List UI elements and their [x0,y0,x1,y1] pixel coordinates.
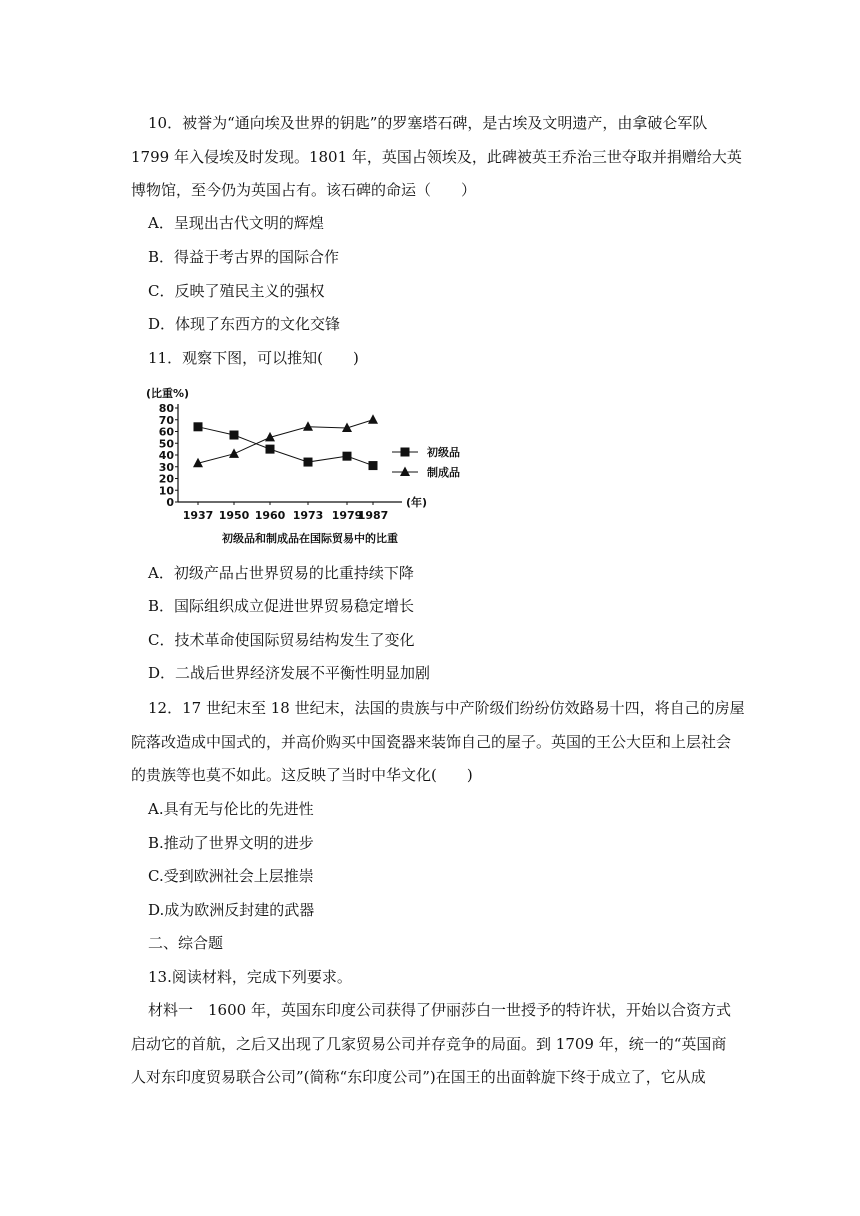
data-point-square [343,452,352,461]
data-point-square [194,422,203,431]
x-tick-label: 1987 [357,509,389,522]
data-point-square [230,431,239,440]
q10-option-d: D．体现了东西方的文化交锋 [148,315,341,333]
y-tick-label: 20 [158,472,174,486]
y-tick-label: 80 [158,402,174,415]
y-tick-label: 40 [158,449,174,462]
chart-svg [140,380,480,550]
legend-marker-triangle [400,467,410,477]
q13-material-line1: 材料一 1600 年，英国东印度公司获得了伊丽莎白一世授予的特许状，开始以合资方式 [148,1001,731,1019]
q10-line1: 10．被誉为“通向埃及世界的钥匙”的罗塞塔石碑，是古埃及文明遗产，由拿破仑军队 [148,114,708,132]
q12-option-a: A.具有无与伦比的先进性 [148,800,314,818]
q13-material-line2: 启动它的首航，之后又出现了几家贸易公司并存竞争的局面。到 1709 年，统一的“英国商 [131,1035,727,1053]
q12-line3: 的贵族等也莫不如此。这反映了当时中华文化( ) [131,766,473,784]
data-point-triangle [303,421,313,431]
q12-line1: 12．17 世纪末至 18 世纪末，法国的贵族与中产阶级们纷纷仿效路易十四，将自己的房屋 [148,699,745,717]
q10-option-a: A．呈现出古代文明的辉煌 [148,214,324,232]
data-point-triangle [229,448,239,458]
y-tick-label: 10 [158,484,174,498]
x-tick-label: 1979 [331,509,363,522]
x-tick-label: 1950 [218,509,250,522]
y-tick-label: 30 [158,460,174,474]
chart-legend [392,445,460,479]
x-axis-label: (年) [406,496,428,509]
x-tick-label: 1960 [254,509,286,522]
q10-line2: 1799 年入侵埃及时发现。1801 年，英国占领埃及，此碑被英王乔治三世夺取并捐赠给大英 [131,148,742,166]
data-point-square [266,445,275,454]
chart-axes [159,402,402,522]
q10-option-b: B．得益于考古界的国际合作 [148,248,340,266]
q11-option-c: C．技术革命使国际贸易结构发生了变化 [148,631,415,649]
q12-line2: 院落改造成中国式的，并高价购买中国瓷器来装饰自己的屋子。英国的王公大臣和上层社会 [131,733,732,751]
x-tick-label: 1973 [292,509,324,522]
trade-share-chart [140,380,480,550]
y-tick-label: 60 [158,425,174,439]
y-axis-label: (比重%) [146,387,190,400]
y-tick-label: 0 [166,496,174,509]
legend-label: 初级品 [427,446,460,459]
q11-option-a: A．初级产品占世界贸易的比重持续下降 [148,564,414,582]
q10-option-c: C．反映了殖民主义的强权 [148,282,325,300]
q11-stem: 11．观察下图，可以推知( ) [148,349,359,367]
q13-stem: 13.阅读材料，完成下列要求。 [148,968,352,986]
q12-option-d: D.成为欧洲反封建的武器 [148,901,315,919]
legend-marker-square [401,448,410,457]
data-point-square [369,461,378,470]
q11-option-b: B．国际组织成立促进世界贸易稳定增长 [148,597,415,615]
q10-line3: 博物馆，至今仍为英国占有。该石碑的命运（ ） [131,181,477,199]
q12-option-c: C.受到欧洲社会上层推崇 [148,867,314,885]
section-heading: 二、综合题 [148,934,224,952]
q12-option-b: B.推动了世界文明的进步 [148,834,314,852]
q11-option-d: D．二战后世界经济发展不平衡性明显加剧 [148,664,431,682]
y-tick-label: 50 [158,437,174,451]
data-point-square [304,458,313,467]
legend-label: 制成品 [427,466,460,479]
q13-material-line3: 人对东印度贸易联合公司”(简称“东印度公司”)在国王的出面斡旋下终于成立了，它从成 [131,1068,706,1086]
chart-marks [193,414,378,470]
chart-title: 初级品和制成品在国际贸易中的比重 [222,532,398,545]
data-point-triangle [368,414,378,424]
x-tick-label: 1937 [182,509,214,522]
y-tick-label: 70 [158,413,174,427]
